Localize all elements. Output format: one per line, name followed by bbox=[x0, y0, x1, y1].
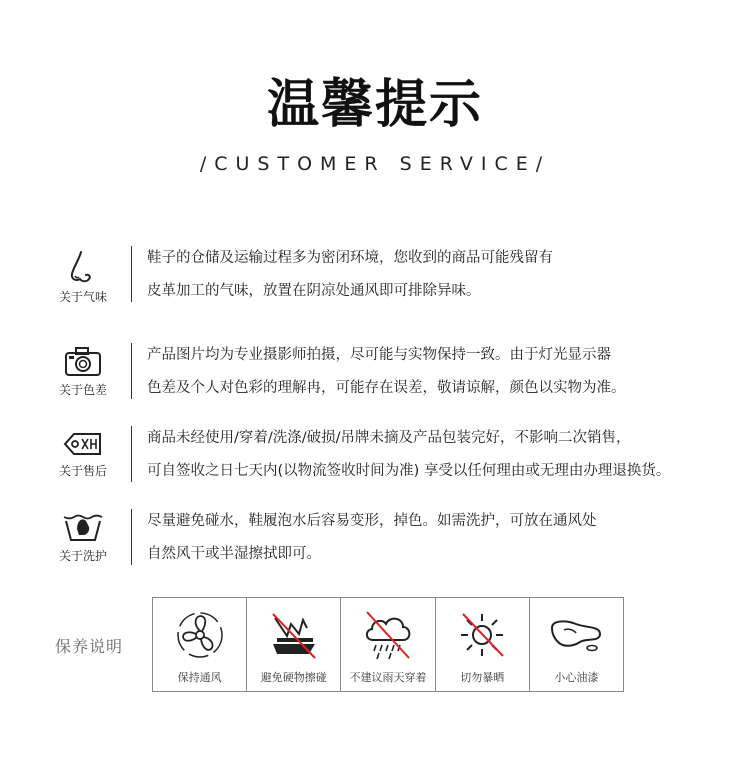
page-subtitle: /CUSTOMER SERVICE/ bbox=[199, 153, 551, 175]
care-label: 保持通风 bbox=[177, 671, 222, 684]
care-item bbox=[247, 598, 341, 691]
hand-wash-icon bbox=[62, 507, 104, 543]
tip-icon-box bbox=[52, 250, 114, 305]
tip-line: 尽量避免碰水，鞋履泡水后容易变形，掉色。如需洗护，可放在通风处 bbox=[147, 513, 597, 529]
tip-line: 鞋子的仓储及运输过程多为密闭环境，您收到的商品可能残留有 bbox=[147, 250, 553, 266]
fan-icon bbox=[173, 608, 227, 662]
tip-label: 关于售后 bbox=[58, 464, 107, 478]
care-label: 不建议雨天穿着 bbox=[349, 671, 427, 684]
no-rain-icon bbox=[361, 608, 415, 662]
divider bbox=[131, 343, 132, 399]
tip-text bbox=[147, 339, 626, 405]
tip-line: 产品图片均为专业摄影师拍摄，尽可能与实物保持一致。由于灯光显示器 bbox=[147, 347, 611, 363]
tip-icon-box bbox=[52, 345, 114, 398]
care-item bbox=[341, 598, 435, 691]
tag-icon bbox=[62, 430, 104, 458]
care-title: 保养说明 bbox=[55, 637, 124, 656]
tip-line: 自然风干或半湿擦拭即可。 bbox=[147, 546, 321, 562]
camera-icon bbox=[63, 345, 103, 377]
tip-icon-box bbox=[52, 430, 114, 479]
divider bbox=[131, 426, 132, 482]
care-item bbox=[153, 598, 247, 691]
tip-text bbox=[147, 242, 553, 308]
divider bbox=[131, 246, 132, 302]
tip-label: 关于色差 bbox=[58, 383, 107, 397]
tip-text bbox=[147, 422, 670, 488]
divider bbox=[131, 509, 132, 565]
tip-label: 关于洗护 bbox=[58, 549, 107, 563]
care-label: 切勿暴晒 bbox=[460, 671, 505, 684]
no-sun-icon bbox=[455, 608, 509, 662]
care-grid bbox=[152, 597, 624, 692]
tip-icon-box bbox=[52, 507, 114, 564]
tip-line: 可自签收之日七天内(以物流签收时间为准) 享受以任何理由或无理由办理退换货。 bbox=[147, 463, 671, 479]
care-label: 避免硬物擦碰 bbox=[260, 671, 327, 684]
tip-text bbox=[147, 505, 597, 571]
nose-icon bbox=[63, 250, 103, 284]
no-hard-object-icon bbox=[267, 608, 321, 662]
tip-line: 色差及个人对色彩的理解冉，可能存在误差，敬请谅解，颜色以实物为准。 bbox=[147, 380, 626, 396]
care-item bbox=[436, 598, 530, 691]
care-item bbox=[530, 598, 623, 691]
oil-paint-icon bbox=[546, 608, 606, 662]
tip-line: 商品未经使用/穿着/洗涤/破损/吊牌未摘及产品包装完好，不影响二次销售， bbox=[147, 430, 631, 446]
tip-label: 关于气味 bbox=[58, 290, 107, 304]
tip-line: 皮革加工的气味，放置在阴凉处通风即可排除异味。 bbox=[147, 283, 481, 299]
page-title: 温馨提示 bbox=[266, 75, 483, 135]
care-label: 小心油漆 bbox=[554, 671, 599, 684]
